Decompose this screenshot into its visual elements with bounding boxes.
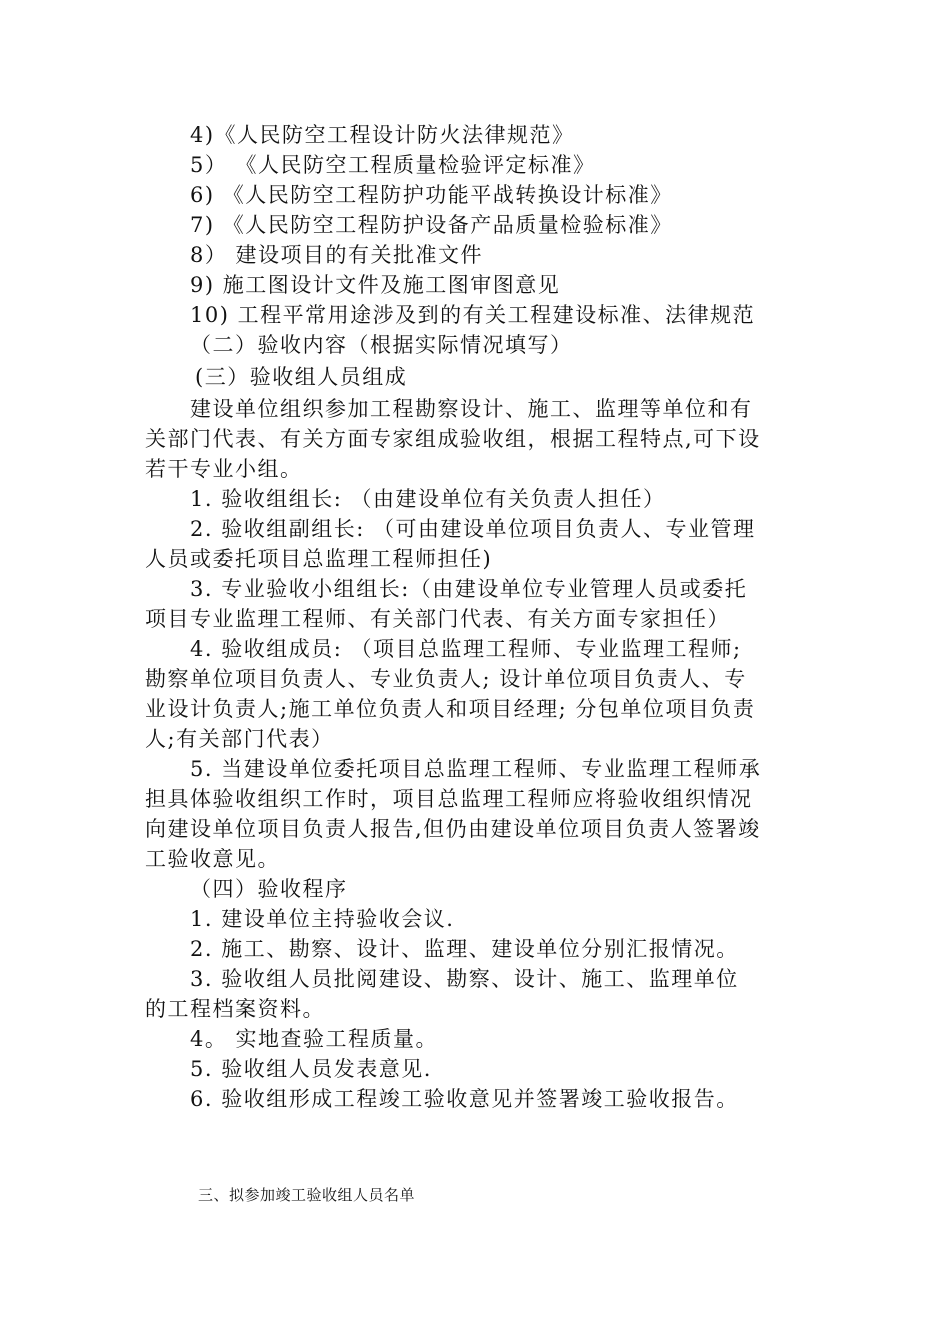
reference-item-7: 7) 《人民防空工程防护设备产品质量检验标准》 [190, 213, 673, 237]
list-item-3-cont: 项目专业监理工程师、有关部门代表、有关方面专家担任） [145, 607, 730, 631]
reference-item-6: 6) 《人民防空工程防护功能平战转换设计标准》 [190, 183, 673, 207]
paragraph-line: 关部门代表、有关方面专家组成验收组，根据工程特点,可下设 [145, 427, 761, 451]
list-item-4-cont: 人;有关部门代表） [145, 727, 334, 751]
procedure-item-2: 2. 施工、勘察、设计、监理、建设单位分别汇报情况。 [190, 937, 739, 961]
section-heading-4: （四）验收程序 [190, 877, 348, 901]
reference-item-8: 8） 建设项目的有关批准文件 [190, 243, 484, 267]
section-heading-2: （二）验收内容（根据实际情况填写） [190, 333, 573, 357]
list-item-4-cont: 业设计负责人;施工单位负责人和项目经理; 分包单位项目负责 [145, 697, 756, 721]
reference-item-5: 5） 《人民防空工程质量检验评定标准》 [190, 153, 596, 177]
procedure-item-5: 5. 验收组人员发表意见. [190, 1057, 432, 1081]
reference-item-4: 4)《人民防空工程设计防火法律规范》 [190, 123, 575, 147]
list-item-3: 3. 专业验收小组组长:（由建设单位专业管理人员或委托 [190, 577, 748, 601]
section-heading-3: (三）验收组人员组成 [195, 365, 408, 389]
list-item-4-cont: 勘察单位项目负责人、专业负责人; 设计单位项目负责人、专 [145, 667, 747, 691]
paragraph-line: 若干专业小组。 [145, 457, 303, 481]
paragraph-line: 建设单位组织参加工程勘察设计、施工、监理等单位和有 [190, 397, 753, 421]
list-item-2: 2. 验收组副组长: （可由建设单位项目负责人、专业管理 [190, 517, 756, 541]
reference-item-10: 10) 工程平常用途涉及到的有关工程建设标准、法律规范 [190, 303, 756, 327]
list-item-4: 4. 验收组成员: （项目总监理工程师、专业监理工程师; [190, 637, 742, 661]
section-heading-three: 三、拟参加竣工验收组人员名单 [198, 1186, 416, 1204]
list-item-1: 1. 验收组组长: （由建设单位有关负责人担任） [190, 487, 666, 511]
list-item-5-cont: 担具体验收组织工作时，项目总监理工程师应将验收组织情况 [145, 787, 753, 811]
procedure-item-3: 3. 验收组人员批阅建设、勘察、设计、施工、监理单位 [190, 967, 739, 991]
procedure-item-4: 4。 实地查验工程质量。 [190, 1027, 439, 1051]
reference-item-9: 9) 施工图设计文件及施工图审图意见 [190, 273, 561, 297]
procedure-item-6: 6. 验收组形成工程竣工验收意见并签署竣工验收报告。 [190, 1087, 739, 1111]
list-item-5-cont: 工验收意见。 [145, 847, 280, 871]
list-item-2-cont: 人员或委托项目总监理工程师担任) [145, 547, 493, 571]
procedure-item-1: 1. 建设单位主持验收会议. [190, 907, 455, 931]
procedure-item-3-cont: 的工程档案资料。 [145, 997, 325, 1021]
list-item-5: 5. 当建设单位委托项目总监理工程师、专业监理工程师承 [190, 757, 762, 781]
list-item-5-cont: 向建设单位项目负责人报告,但仍由建设单位项目负责人签署竣 [145, 817, 761, 841]
